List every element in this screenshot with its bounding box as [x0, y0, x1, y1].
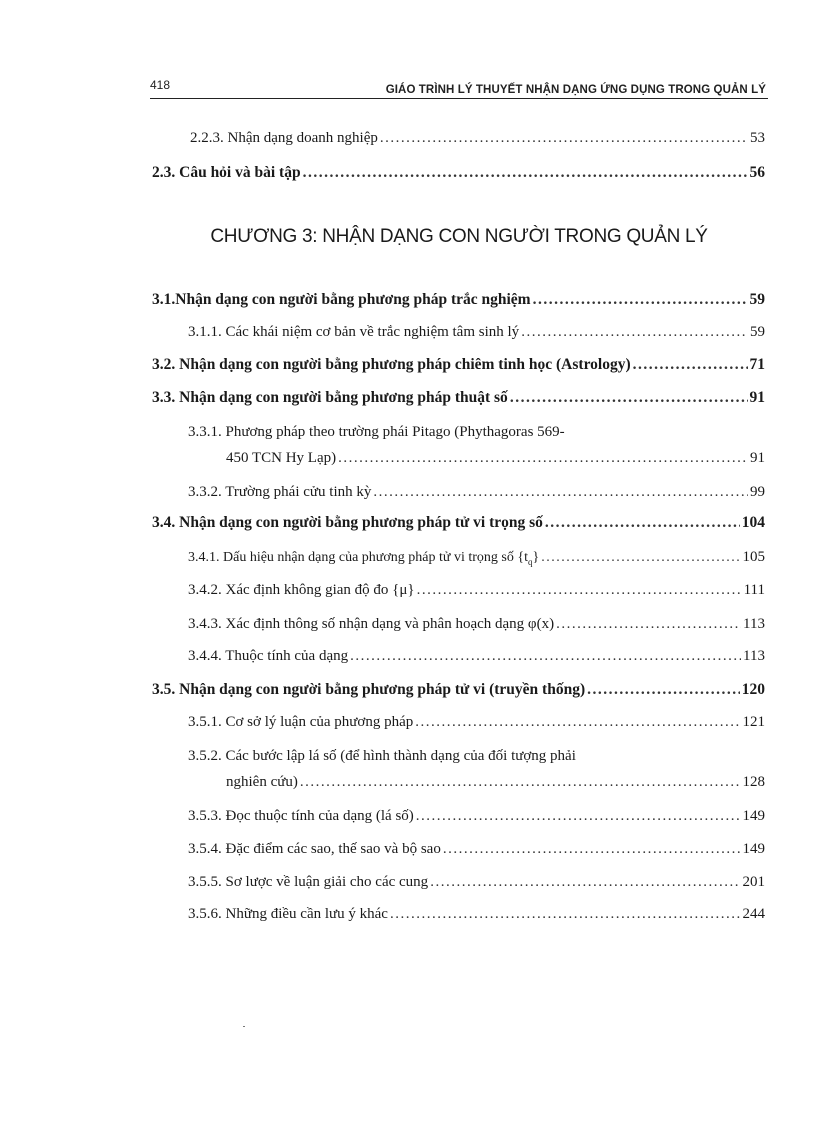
toc-entry-3-3-1[interactable] [226, 450, 765, 474]
toc-entry-label: 3.4.3. Xác định thông số nhận dạng và phân hoạch dạng φ(x) [188, 616, 555, 632]
chapter-title: CHƯƠNG 3: NHẬN DẠNG CON NGƯỜI TRONG QUẢN LÝ [210, 226, 708, 247]
toc-entry-3-5-2[interactable] [226, 774, 765, 798]
toc-entry-label: 3.4.1. Dấu hiệu nhận dạng của phương pháp tử vi trọng số $\{t_q\}$ [188, 550, 540, 567]
dot-leader [541, 550, 740, 566]
toc-entry-page: 91 [750, 450, 765, 466]
toc-entry-page: 244 [742, 906, 765, 922]
toc-entry-3-3-2[interactable] [188, 484, 765, 508]
dot-leader [633, 356, 748, 374]
subscript-q: q [527, 556, 533, 567]
dot-leader [416, 808, 741, 825]
toc-entry-3-1[interactable] [152, 291, 765, 315]
toc-entry-label: 3.4.2. Xác định không gian độ đo {μ} [188, 582, 415, 598]
toc-entry-page: 111 [743, 582, 765, 598]
dot-leader [373, 484, 748, 501]
page-number: 418 [150, 78, 171, 92]
toc-entry-page: 105 [742, 549, 765, 565]
toc-entry-page: 91 [749, 389, 765, 406]
toc-entry-3-5-5[interactable] [188, 874, 765, 898]
toc-entry-page: 71 [749, 356, 765, 373]
toc-entry-page: 59 [750, 324, 765, 340]
toc-entry-page: 149 [742, 841, 765, 857]
toc-entry-page: 113 [743, 616, 765, 632]
toc-entry-3-4-1[interactable] [188, 549, 765, 573]
toc-entry-label: 3.2. Nhận dạng con người bằng phương pháp chiêm tinh học (Astrology) [152, 356, 631, 373]
dot-leader [510, 389, 748, 407]
toc-entry-label: 3.5. Nhận dạng con người bằng phương pháp tử vi (truyền thống) [152, 681, 586, 698]
toc-entry-3-5-6[interactable] [188, 906, 765, 930]
toc-entry-3-4[interactable] [152, 514, 765, 538]
toc-entry-page: 201 [742, 874, 765, 890]
dot-leader [300, 774, 741, 791]
toc-entry-page: 53 [750, 130, 765, 146]
dot-leader [303, 164, 748, 182]
toc-entry-3-4-4[interactable] [188, 648, 765, 672]
toc-entry-label: 3.3.2. Trường phái cửu tinh kỳ [188, 484, 372, 500]
toc-entry-page: 104 [741, 514, 765, 531]
toc-entry-page: 56 [749, 164, 765, 181]
dot-leader [533, 291, 748, 309]
dot-leader [545, 514, 740, 532]
dot-leader [338, 450, 748, 467]
running-title: GIÁO TRÌNH LÝ THUYẾT NHẬN DẠNG ỨNG DỤNG TRONG QUẢN LÝ [385, 84, 766, 96]
dot-leader [556, 616, 741, 633]
toc-entry-3-4-2[interactable] [188, 582, 765, 606]
toc-entry-label-cont: 450 TCN Hy Lạp) [226, 450, 337, 466]
dot-leader [390, 906, 741, 923]
toc-entry-label: 3.5.1. Cơ sở lý luận của phương pháp [188, 714, 414, 730]
toc-entry-label: 2.2.3. Nhận dạng doanh nghiệp [190, 130, 378, 146]
toc-entry-label: 3.1.1. Các khái niệm cơ bản về trắc nghiệm tâm sinh lý [188, 324, 520, 340]
toc-entry-page: 128 [742, 774, 765, 790]
toc-entry-page: 120 [741, 681, 765, 698]
dot-leader [521, 324, 748, 341]
toc-entry-3-3[interactable] [152, 389, 765, 413]
scan-speck [243, 1026, 245, 1027]
dot-leader [443, 841, 741, 858]
toc-entry-2-2-3[interactable] [190, 130, 765, 154]
toc-entry-label-cont: nghiên cứu) [226, 774, 298, 790]
toc-entry-3-4-3[interactable] [188, 616, 765, 640]
toc-entry-label: 3.1.Nhận dạng con người bằng phương pháp trắc nghiệm [152, 291, 531, 308]
dot-leader [430, 874, 740, 891]
toc-entry-label: 3.5.4. Đặc điểm các sao, thế sao và bộ sao [188, 841, 441, 857]
toc-entry-3-2[interactable] [152, 356, 765, 380]
toc-entry-3-5-2-line1[interactable]: 3.5.2. Các bước lập lá số (để hình thành dạng của đối tượng phải [188, 748, 576, 764]
toc-entry-2-3[interactable] [152, 164, 765, 188]
toc-entry-label: 3.5.5. Sơ lược về luận giải cho các cung [188, 874, 429, 890]
toc-entry-page: 149 [742, 808, 765, 824]
toc-entry-3-5-1[interactable] [188, 714, 765, 738]
toc-entry-label: 2.3. Câu hỏi và bài tập [152, 164, 301, 181]
toc-entry-page: 99 [750, 484, 765, 500]
toc-entry-3-5-4[interactable] [188, 841, 765, 865]
toc-entry-label: 3.3. Nhận dạng con người bằng phương pháp thuật số [152, 389, 508, 406]
toc-entry-label: 3.4.4. Thuộc tính của dạng [188, 648, 349, 664]
toc-entry-3-1-1[interactable] [188, 324, 765, 348]
toc-entry-page: 113 [743, 648, 765, 664]
toc-entry-page: 121 [742, 714, 765, 730]
toc-entry-label: 3.5.6. Những điều cần lưu ý khác [188, 906, 388, 922]
toc-entry-3-5[interactable] [152, 681, 765, 705]
dot-leader [380, 130, 748, 147]
toc-entry-3-5-3[interactable] [188, 808, 765, 832]
page-header [150, 78, 768, 99]
dot-leader [415, 714, 740, 731]
toc-entry-label: 3.4. Nhận dạng con người bằng phương pháp tử vi trọng số [152, 514, 543, 531]
dot-leader [587, 681, 740, 699]
dot-leader [417, 582, 742, 599]
dot-leader [350, 648, 741, 665]
toc-entry-label: 3.5.3. Đọc thuộc tính của dạng (lá số) [188, 808, 414, 824]
toc-entry-page: 59 [749, 291, 765, 308]
toc-entry-3-3-1-line1[interactable]: 3.3.1. Phương pháp theo trường phái Pitago (Phythagoras 569- [188, 424, 565, 440]
